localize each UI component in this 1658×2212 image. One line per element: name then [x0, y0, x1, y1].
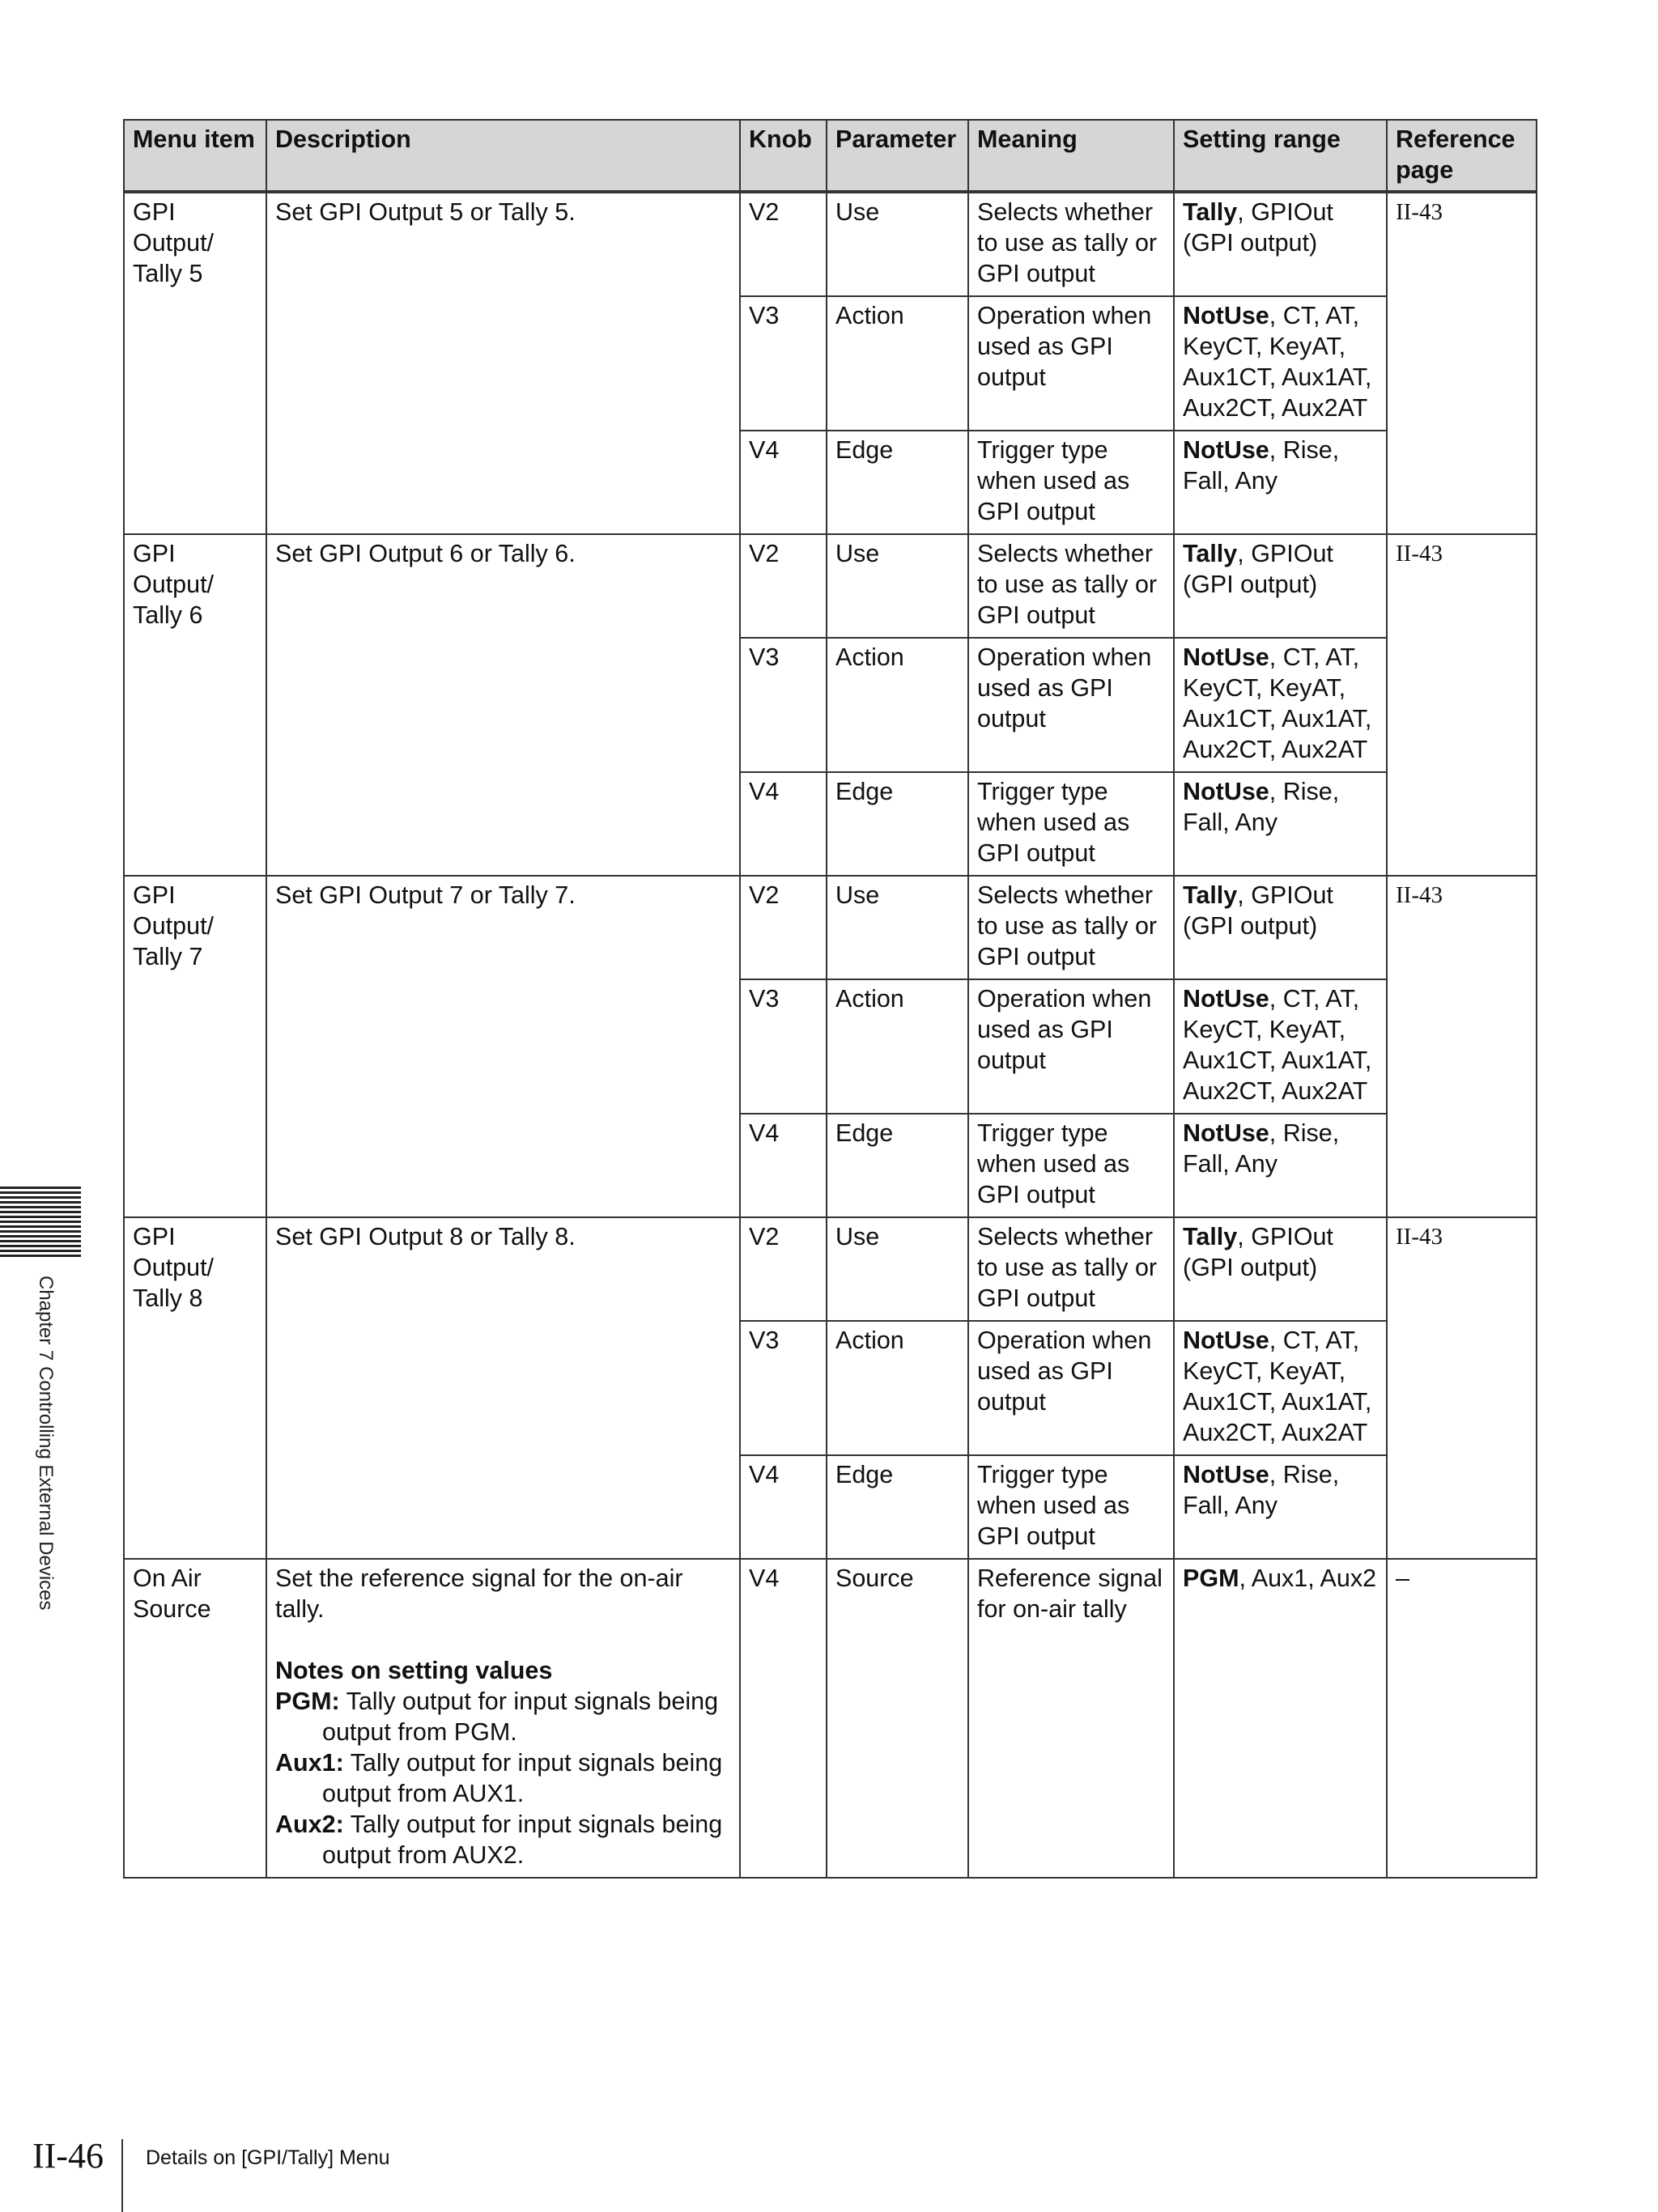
parameter-cell: Use: [827, 876, 968, 979]
range-default: NotUse: [1183, 302, 1269, 329]
knob-cell: V3: [740, 638, 827, 772]
note-term: Aux1:: [275, 1749, 344, 1777]
reference-cell: –: [1387, 1559, 1537, 1878]
parameter-cell: Action: [827, 979, 968, 1114]
page-number: II-46: [32, 2136, 104, 2176]
menu-item-cell: GPI Output/ Tally 8: [124, 1217, 266, 1559]
meaning-cell: Trigger type when used as GPI output: [968, 772, 1174, 876]
table-row: [124, 876, 1537, 979]
header-knob: Knob: [740, 120, 827, 192]
knob-cell: V4: [740, 431, 827, 534]
footer-title: Details on [GPI/Tally] Menu: [146, 2146, 390, 2169]
table-header: [124, 120, 1537, 192]
notes-title: Notes on setting values: [275, 1657, 553, 1684]
range-default: PGM: [1183, 1565, 1239, 1592]
setting-range-cell: [1174, 1114, 1387, 1217]
setting-range-cell: [1174, 638, 1387, 772]
range-options: , Aux1, Aux2: [1239, 1565, 1377, 1592]
range-options: , CT, AT, KeyCT, KeyAT, Aux1CT, Aux1AT, Aux2CT, Aux2AT: [1183, 643, 1372, 763]
header-description: Description: [266, 120, 740, 192]
range-options: , CT, AT, KeyCT, KeyAT, Aux1CT, Aux1AT, Aux2CT, Aux2AT: [1183, 302, 1372, 422]
settings-table: [123, 119, 1537, 1879]
setting-range-cell: [1174, 1321, 1387, 1455]
note-text: Tally output for input signals being output from AUX2.: [322, 1811, 723, 1869]
parameter-cell: Use: [827, 1217, 968, 1321]
chapter-side-label: Chapter 7 Controlling External Devices: [35, 1276, 57, 1611]
setting-range-cell: [1174, 876, 1387, 979]
description-cell: [266, 1559, 740, 1878]
knob-cell: V3: [740, 296, 827, 431]
range-options: , GPIOut (GPI output): [1183, 198, 1333, 257]
range-default: NotUse: [1183, 985, 1269, 1013]
menu-item-cell: GPI Output/ Tally 7: [124, 876, 266, 1217]
meaning-cell: Trigger type when used as GPI output: [968, 1114, 1174, 1217]
meaning-cell: Selects whether to use as tally or GPI output: [968, 192, 1174, 296]
setting-range-cell: [1174, 1559, 1387, 1878]
parameter-cell: Use: [827, 192, 968, 296]
range-options: , GPIOut (GPI output): [1183, 540, 1333, 598]
parameter-cell: Use: [827, 534, 968, 638]
parameter-cell: Source: [827, 1559, 968, 1878]
setting-range-cell: [1174, 772, 1387, 876]
note-term: Aux2:: [275, 1811, 344, 1838]
note-item: [275, 1686, 731, 1747]
meaning-cell: Operation when used as GPI output: [968, 296, 1174, 431]
table-row: [124, 1217, 1537, 1321]
menu-item-cell: GPI Output/ Tally 6: [124, 534, 266, 876]
knob-cell: V4: [740, 1455, 827, 1559]
range-options: , Rise, Fall, Any: [1183, 436, 1340, 495]
meaning-cell: Selects whether to use as tally or GPI output: [968, 1217, 1174, 1321]
header-reference-page: Reference page: [1387, 120, 1537, 192]
knob-cell: V2: [740, 534, 827, 638]
header-meaning: Meaning: [968, 120, 1174, 192]
knob-cell: V2: [740, 192, 827, 296]
footer-divider: [121, 2139, 123, 2212]
knob-cell: V2: [740, 876, 827, 979]
header-menu-item: Menu item: [124, 120, 266, 192]
meaning-cell: Operation when used as GPI output: [968, 979, 1174, 1114]
range-default: Tally: [1183, 1223, 1238, 1250]
menu-item-cell: GPI Output/ Tally 5: [124, 192, 266, 534]
knob-cell: V3: [740, 1321, 827, 1455]
note-text: Tally output for input signals being output from AUX1.: [322, 1749, 723, 1807]
parameter-cell: Edge: [827, 1114, 968, 1217]
knob-cell: V4: [740, 772, 827, 876]
knob-cell: V4: [740, 1114, 827, 1217]
description-cell: Set GPI Output 6 or Tally 6.: [266, 534, 740, 876]
parameter-cell: Action: [827, 296, 968, 431]
table-row: [124, 1559, 1537, 1878]
range-default: NotUse: [1183, 1119, 1269, 1147]
header-setting-range: Setting range: [1174, 120, 1387, 192]
meaning-cell: Operation when used as GPI output: [968, 1321, 1174, 1455]
setting-range-cell: [1174, 192, 1387, 296]
range-default: Tally: [1183, 881, 1238, 909]
range-default: NotUse: [1183, 778, 1269, 805]
meaning-cell: Selects whether to use as tally or GPI output: [968, 876, 1174, 979]
meaning-cell: Reference signal for on-air tally: [968, 1559, 1174, 1878]
header-parameter: Parameter: [827, 120, 968, 192]
range-default: NotUse: [1183, 1461, 1269, 1488]
range-options: , GPIOut (GPI output): [1183, 881, 1333, 940]
meaning-cell: Operation when used as GPI output: [968, 638, 1174, 772]
description-cell: Set GPI Output 7 or Tally 7.: [266, 876, 740, 1217]
table-body: [124, 192, 1537, 1878]
parameter-cell: Edge: [827, 431, 968, 534]
range-default: Tally: [1183, 540, 1238, 567]
range-options: , Rise, Fall, Any: [1183, 1119, 1340, 1178]
parameter-cell: Action: [827, 1321, 968, 1455]
meaning-cell: Trigger type when used as GPI output: [968, 431, 1174, 534]
reference-cell: II-43: [1387, 1217, 1537, 1559]
note-item: [275, 1747, 731, 1809]
note-term: PGM:: [275, 1688, 340, 1715]
setting-range-cell: [1174, 534, 1387, 638]
range-options: , CT, AT, KeyCT, KeyAT, Aux1CT, Aux1AT, Aux2CT, Aux2AT: [1183, 1327, 1372, 1446]
parameter-cell: Action: [827, 638, 968, 772]
setting-range-cell: [1174, 1217, 1387, 1321]
note-item: [275, 1809, 731, 1870]
range-default: Tally: [1183, 198, 1238, 226]
knob-cell: V4: [740, 1559, 827, 1878]
description-text: Set the reference signal for the on-air tally.: [275, 1565, 683, 1623]
reference-cell: II-43: [1387, 192, 1537, 534]
chapter-tab-marker: [0, 1187, 81, 1259]
parameter-cell: Edge: [827, 1455, 968, 1559]
setting-range-cell: [1174, 979, 1387, 1114]
range-options: , Rise, Fall, Any: [1183, 1461, 1340, 1519]
range-options: , Rise, Fall, Any: [1183, 778, 1340, 836]
knob-cell: V3: [740, 979, 827, 1114]
range-default: NotUse: [1183, 1327, 1269, 1354]
note-text: Tally output for input signals being output from PGM.: [322, 1688, 719, 1746]
meaning-cell: Selects whether to use as tally or GPI output: [968, 534, 1174, 638]
table-row: [124, 192, 1537, 296]
reference-cell: II-43: [1387, 534, 1537, 876]
knob-cell: V2: [740, 1217, 827, 1321]
range-options: , CT, AT, KeyCT, KeyAT, Aux1CT, Aux1AT, Aux2CT, Aux2AT: [1183, 985, 1372, 1105]
description-cell: Set GPI Output 5 or Tally 5.: [266, 192, 740, 534]
range-default: NotUse: [1183, 436, 1269, 464]
description-cell: Set GPI Output 8 or Tally 8.: [266, 1217, 740, 1559]
range-default: NotUse: [1183, 643, 1269, 671]
meaning-cell: Trigger type when used as GPI output: [968, 1455, 1174, 1559]
menu-item-cell: On Air Source: [124, 1559, 266, 1878]
range-options: , GPIOut (GPI output): [1183, 1223, 1333, 1281]
table-row: [124, 534, 1537, 638]
reference-cell: II-43: [1387, 876, 1537, 1217]
setting-range-cell: [1174, 296, 1387, 431]
parameter-cell: Edge: [827, 772, 968, 876]
setting-range-cell: [1174, 1455, 1387, 1559]
setting-range-cell: [1174, 431, 1387, 534]
